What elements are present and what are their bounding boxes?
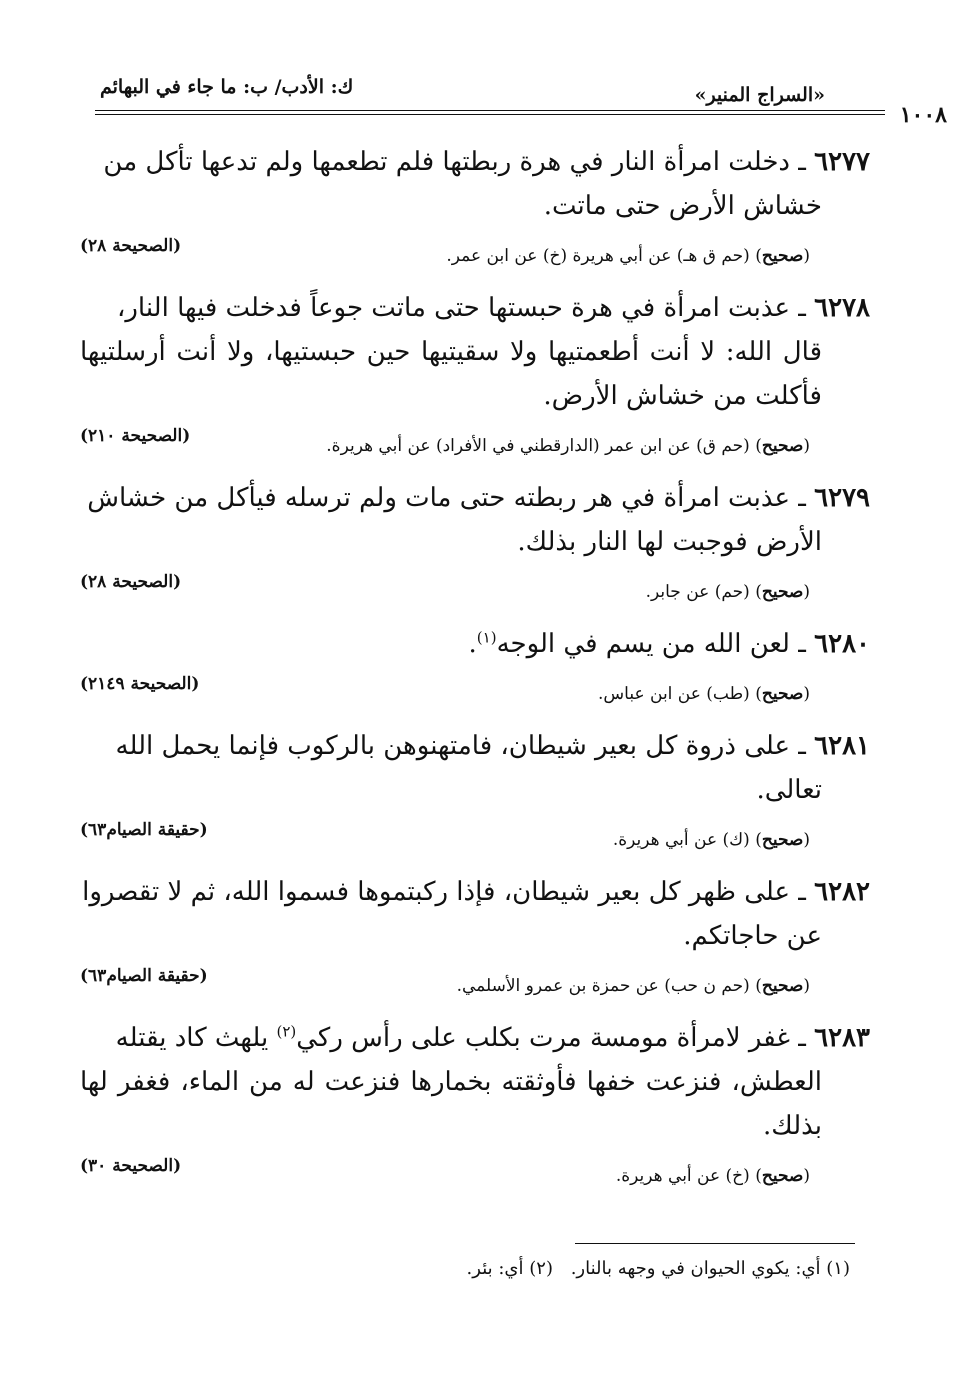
hadith-number: ٦٢٧٧ [814,147,870,177]
hadith-text-continued: قال الله: لا أنت أطعمتيها ولا سقيتيها حين حبستيها، ولا أنت أرسلتيها فأكلت من خشاش الأرض. [80,337,822,411]
hadith-reference: (حقيقة الصيام٦٣) [80,966,208,986]
hadith-grade: صحيح [761,1166,804,1186]
hadith-number: ٦٢٨٢ [814,877,870,907]
footnote-separator [575,1243,855,1244]
hadith-text: دخلت امرأة النار في هرة ربطتها فلم تطعمها ولم تدعها تأكل من [103,147,790,177]
hadith-entry: ٦٢٨١ ـ على ذروة كل بعير شيطان، فامتهنوهن بالركوب فإنما يحمل الله تعالى. [80,724,870,812]
footnotes [455,1258,850,1279]
header-rule-double [95,114,885,115]
footnote-marker[interactable]: (١) [476,628,497,647]
hadith-number: ٦٢٧٨ [814,293,870,323]
hadith-text-continued: عن حاجاتكم. [683,921,822,951]
hadith-sources: (طب) عن ابن عباس. [598,684,750,704]
page-number: ١٠٠٨ [899,102,947,128]
hadith-source-line: (صحيح) (ك) عن أبي هريرة. (حقيقة الصيام٦٣) [80,820,810,850]
hadith-number: ٦٢٨٠ [814,629,870,659]
footnote-marker[interactable]: (٢) [276,1022,297,1041]
hadith-entry: ٦٢٨٢ ـ على ظهر كل بعير شيطان، فإذا ركبتموها فسموا الله، ثم لا تقصروا عن حاجاتكم. [80,870,870,958]
hadith-sources: (حم) عن جابر. [645,582,750,602]
hadith-grade: صحيح [761,976,804,996]
hadith-text-tail: يلهث كاد يقتله [115,1023,277,1053]
hadith-text-continued: الأرض فوجبت لها النار بذلك. [517,527,822,557]
hadith-grade: صحيح [761,684,804,704]
hadith-number: ٦٢٨٣ [814,1023,870,1053]
hadith-entry: ٦٢٧٧ ـ دخلت امرأة النار في هرة ربطتها فلم تطعمها ولم تدعها تأكل من خشاش الأرض حتى ماتت. [80,140,870,228]
hadith-sources: (حم ق) عن ابن عمر (الدارقطني في الأفراد) عن أبي هريرة. [326,436,750,456]
chapter-title: ك: الأدب/ ب: ما جاء في البهائم [100,76,354,98]
hadith-text-tail: . [468,629,477,659]
hadith-text: عذبت امرأة في هرة حبستها حتى ماتت جوعاً فدخلت فيها النار، [116,293,790,323]
hadith-text: لعن الله من يسم في الوجه [496,629,790,659]
hadith-reference: (الصحيحة ٢٨) [80,572,182,592]
hadith-entry: ٦٢٧٨ ـ عذبت امرأة في هرة حبستها حتى ماتت جوعاً فدخلت فيها النار، قال الله: لا أنت أطعمتيها ولا سقيتيها حين حبستيها، ولا أنت أرسلتيها فأكلت من خشاش الأرض. [80,286,870,418]
hadith-source-line: (صحيح) (طب) عن ابن عباس. (الصحيحة ٢١٤٩) [80,674,810,704]
hadith-source-line: (صحيح) (حم ن حب) عن حمزة بن عمرو الأسلمي. (حقيقة الصيام٦٣) [80,966,810,996]
hadith-source-line: (صحيح) (حم ق) عن ابن عمر (الدارقطني في الأفراد) عن أبي هريرة. (الصحيحة ٢١٠) [80,426,810,456]
hadith-list [80,140,870,1206]
hadith-sources: (خ) عن أبي هريرة. [615,1166,750,1186]
hadith-source-line: (صحيح) (خ) عن أبي هريرة. (الصحيحة ٣٠) [80,1156,810,1186]
footnote-1: (١) أي: يكوي الحيوان في وجهه بالنار. [570,1258,850,1279]
hadith-source-line: (صحيح) (حم) عن جابر. (الصحيحة ٢٨) [80,572,810,602]
hadith-reference: (الصحيحة ٣٠) [80,1156,182,1176]
hadith-text: عذبت امرأة في هر ربطته حتى مات ولم ترسله فيأكل من خشاش [87,483,790,513]
hadith-sources: (ك) عن أبي هريرة. [612,830,750,850]
hadith-reference: (الصحيحة ٢٨) [80,236,182,256]
hadith-grade: صحيح [761,246,804,266]
hadith-entry: ٦٢٨٠ ـ لعن الله من يسم في الوجه$^{(١)}$. [468,628,870,659]
hadith-sources: (حم ن حب) عن حمزة بن عمرو الأسلمي. [456,976,750,996]
hadith-entry: ٦٢٨٣ ـ غفر لامرأة مومسة مرت بكلب على رأس ركي$^{(٢)}$ يلهث كاد يقتله العطش، فنزعت خفها فأوثقته بخمارها فنزعت له من الماء، فغفر لها بذلك. [80,1016,870,1148]
hadith-text: على ظهر كل بعير شيطان، فإذا ركبتموها فسموا الله، ثم لا تقصروا [82,877,790,907]
hadith-text-continued: تعالى. [756,775,822,805]
running-header [70,72,947,132]
hadith-grade: صحيح [761,436,804,456]
header-rule [95,110,885,111]
footnote-2: (٢) أي: بئر. [466,1258,553,1279]
hadith-entry: ٦٢٧٩ ـ عذبت امرأة في هر ربطته حتى مات ولم ترسله فيأكل من خشاش الأرض فوجبت لها النار بذلك. [80,476,870,564]
hadith-number: ٦٢٨١ [814,731,870,761]
hadith-text-continued: العطش، فنزعت خفها فأوثقته بخمارها فنزعت له من الماء، فغفر لها بذلك. [80,1067,822,1141]
hadith-reference: (حقيقة الصيام٦٣) [80,820,208,840]
hadith-sources: (حم ق هـ) عن أبي هريرة (خ) عن ابن عمر. [446,246,750,266]
hadith-number: ٦٢٧٩ [814,483,870,513]
hadith-text-continued: خشاش الأرض حتى ماتت. [543,191,822,221]
hadith-grade: صحيح [761,582,804,602]
hadith-text: غفر لامرأة مومسة مرت بكلب على رأس ركي [296,1023,790,1053]
hadith-text: على ذروة كل بعير شيطان، فامتهنوهن بالركوب فإنما يحمل الله [115,731,790,761]
hadith-reference: (الصحيحة ٢١٠) [80,426,191,446]
hadith-grade: صحيح [761,830,804,850]
hadith-source-line: (صحيح) (حم ق هـ) عن أبي هريرة (خ) عن ابن عمر. (الصحيحة ٢٨) [80,236,810,266]
hadith-reference: (الصحيحة ٢١٤٩) [80,674,200,694]
book-title: «السراج المنير» [694,84,825,106]
